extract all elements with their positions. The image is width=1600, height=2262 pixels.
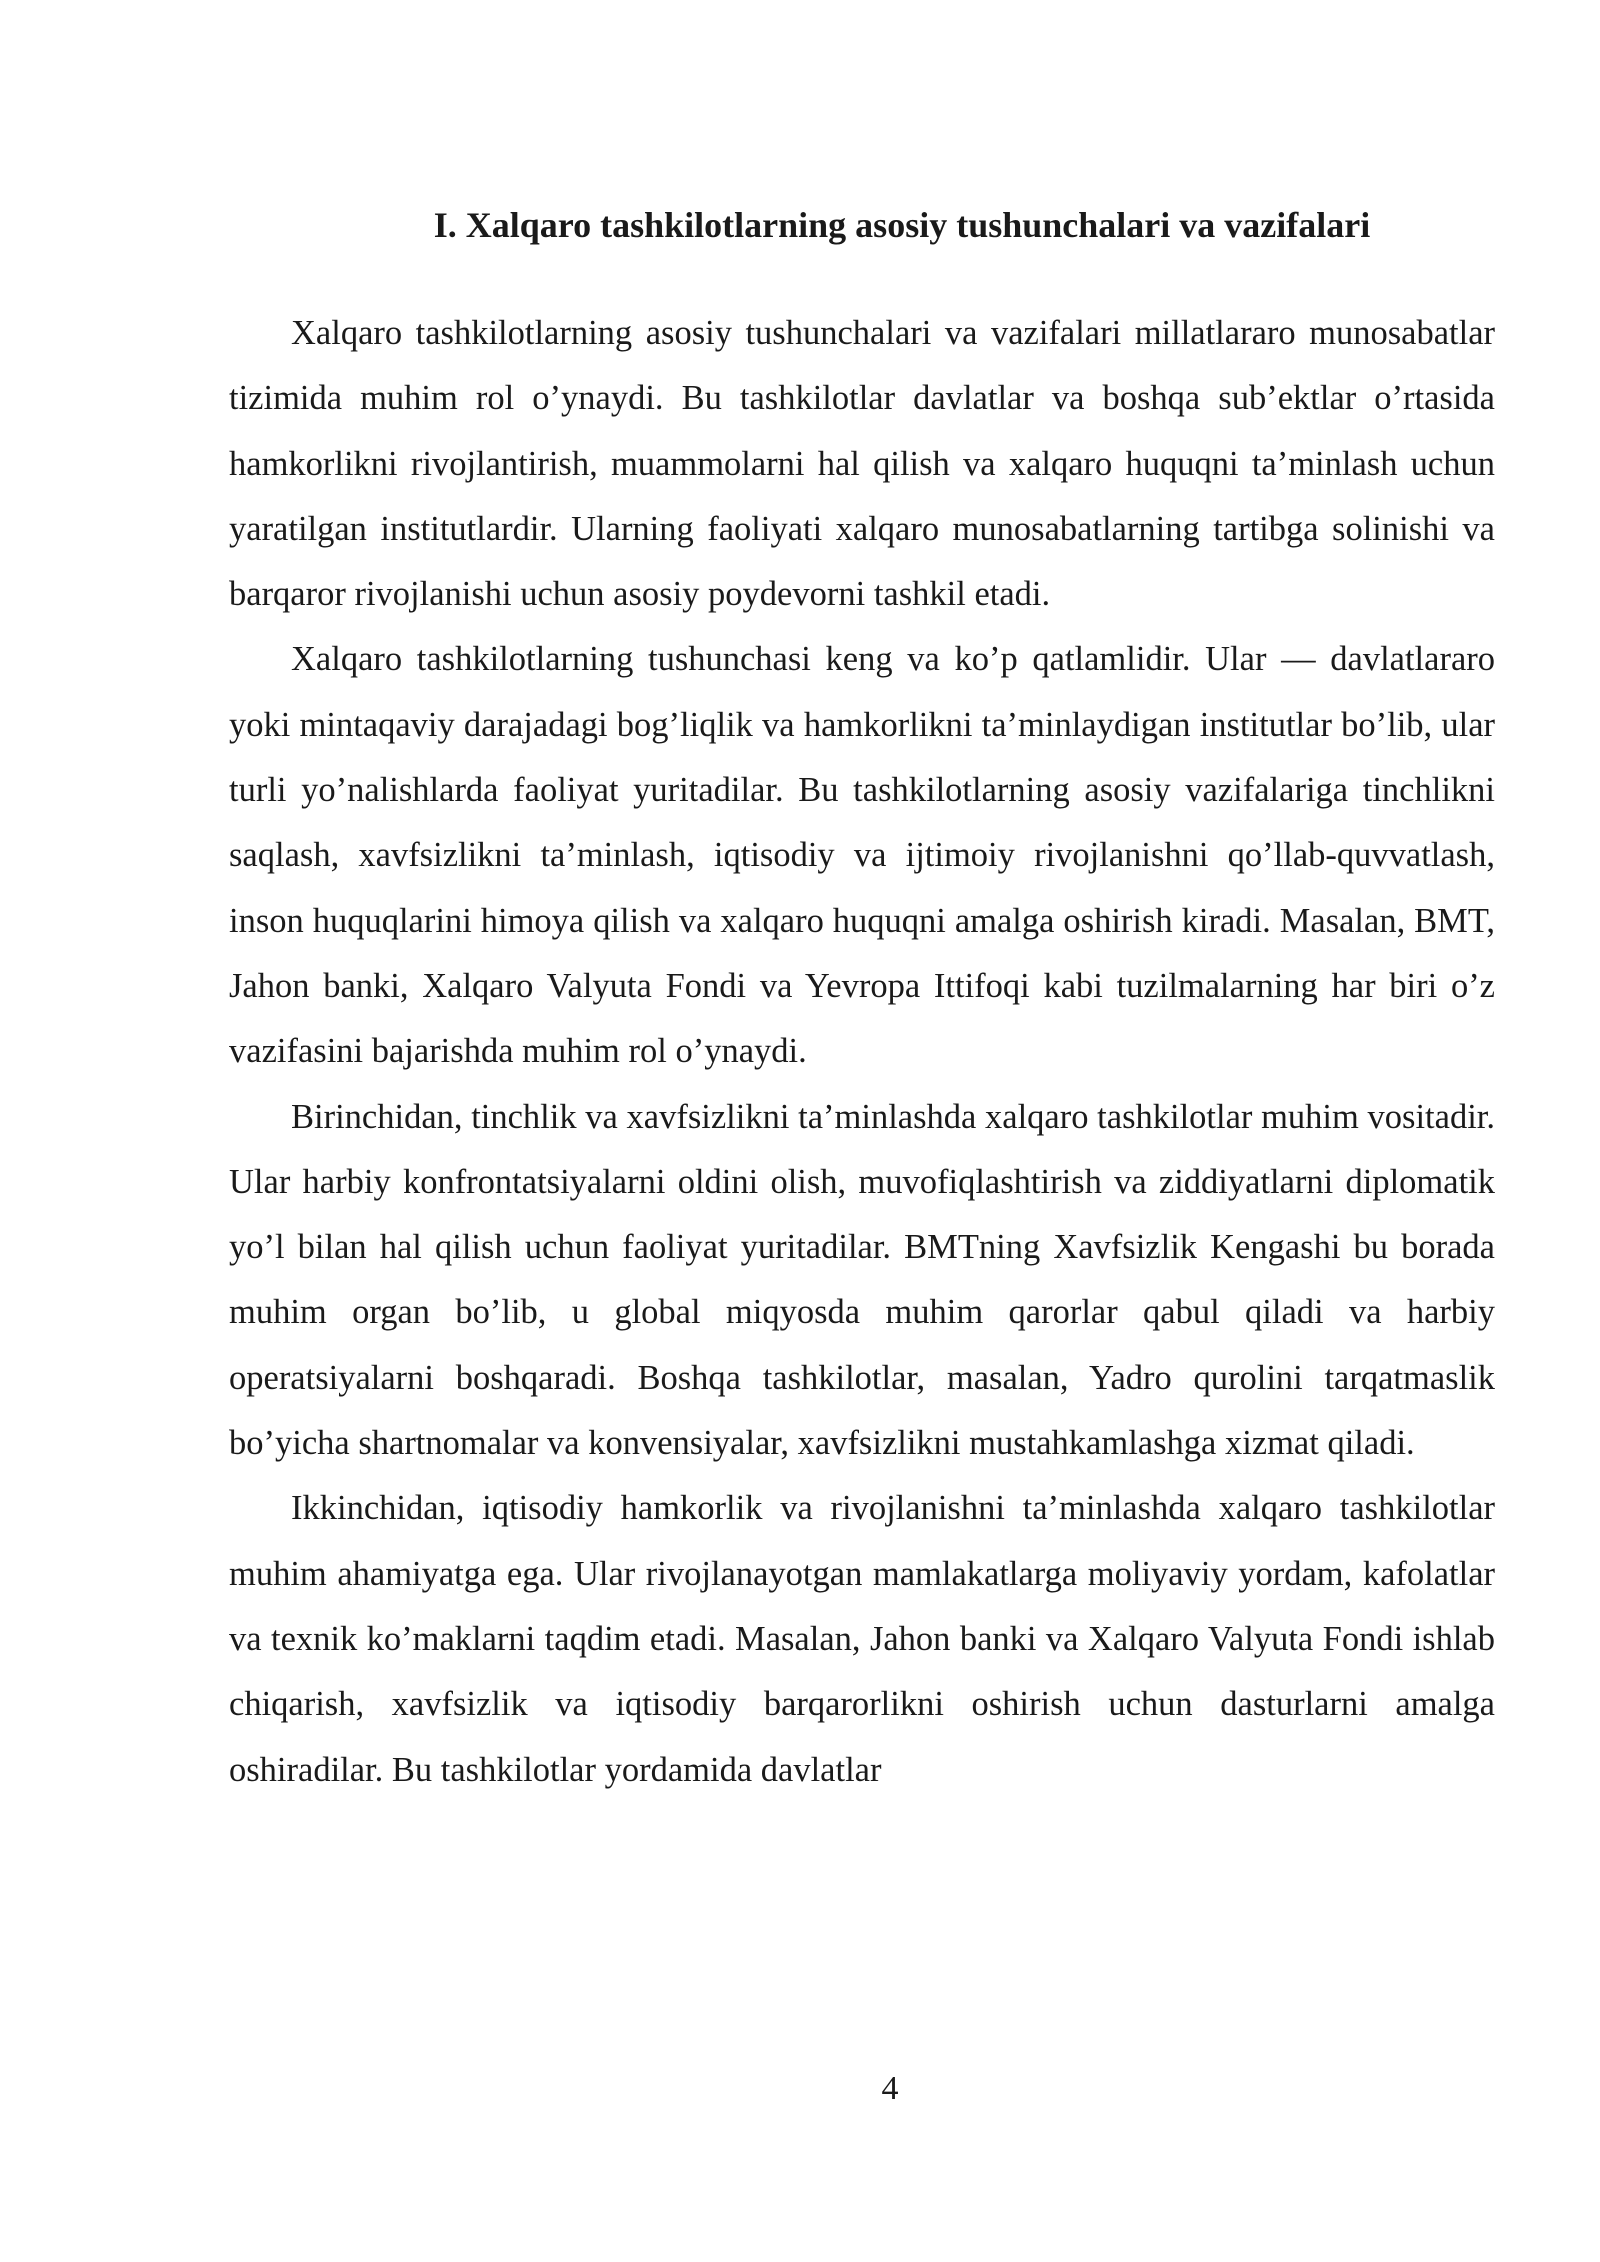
section-title: I. Xalqaro tashkilotlarning asosiy tushunchalari va vazifalari [433,205,1371,245]
paragraph-3: Birinchidan, tinchlik va xavfsizlikni ta’minlashda xalqaro tashkilotlar muhim vositadir. Ular harbiy konfrontatsiyalarni oldini olish, muvofiqlashtirish va ziddiyatlarni diplomatik yo’l bilan hal qilish uchun faoliyat yuritadilar. BMTning Xavfsizlik Kengashi bu borada muhim organ bo’lib, u global miqyosda muhim qarorlar qabul qiladi va harbiy operatsiyalarni boshqaradi. Boshqa tashkilotlar, masalan, Yadro qurolini tarqatmaslik bo’yicha shartnomalar va konvensiyalar, xavfsizlikni mustahkamlashga xizmat qiladi. [229,1097,1495,1463]
page-number: 4 [881,2070,899,2107]
paragraph-2: Xalqaro tashkilotlarning tushunchasi keng va ko’p qatlamlidir. Ular — davlatlararo yoki mintaqaviy darajadagi bog’liqlik va hamkorlikni ta’minlaydigan institutlar bo’lib, ular turli yo’nalishlarda faoliyat yuritadilar. Bu tashkilotlarning asosiy vazifalariga tinchlikni saqlash, xavfsizlikni ta’minlash, iqtisodiy va ijtimoiy rivojlanishni qo’llab-quvvatlash, inson huquqlarini himoya qilish va xalqaro huquqni amalga oshirish kiradi. Masalan, BMT, Jahon banki, Xalqaro Valyuta Fondi va Yevropa Ittifoqi kabi tuzilmalarning har biri o’z vazifasini bajarishda muhim rol o’ynaydi. [229,640,1495,1071]
paragraph-4: Ikkinchidan, iqtisodiy hamkorlik va rivojlanishni ta’minlashda xalqaro tashkilotlar muhim ahamiyatga ega. Ular rivojlanayotgan mamlakatlarga moliyaviy yordam, kafolatlar va texnik ko’maklarni taqdim etadi. Masalan, Jahon banki va Xalqaro Valyuta Fondi ishlab chiqarish, xavfsizlik va iqtisodiy barqarorlikni oshirish uchun dasturlarni amalga oshiradilar. Bu tashkilotlar yordamida davlatlar [229,1489,1495,1789]
page-content [229,203,1495,1803]
paragraph-1: Xalqaro tashkilotlarning asosiy tushunchalari va vazifalari millatlararo munosabatlar tizimida muhim rol o’ynaydi. Bu tashkilotlar davlatlar va boshqa sub’ektlar o’rtasida hamkorlikni rivojlantirish, muammolarni hal qilish va xalqaro huquqni ta’minlash uchun yaratilgan institutlardir. Ularning faoliyati xalqaro munosabatlarning tartibga solinishi va barqaror rivojlanishi uchun asosiy poydevorni tashkil etadi. [229,314,1495,614]
